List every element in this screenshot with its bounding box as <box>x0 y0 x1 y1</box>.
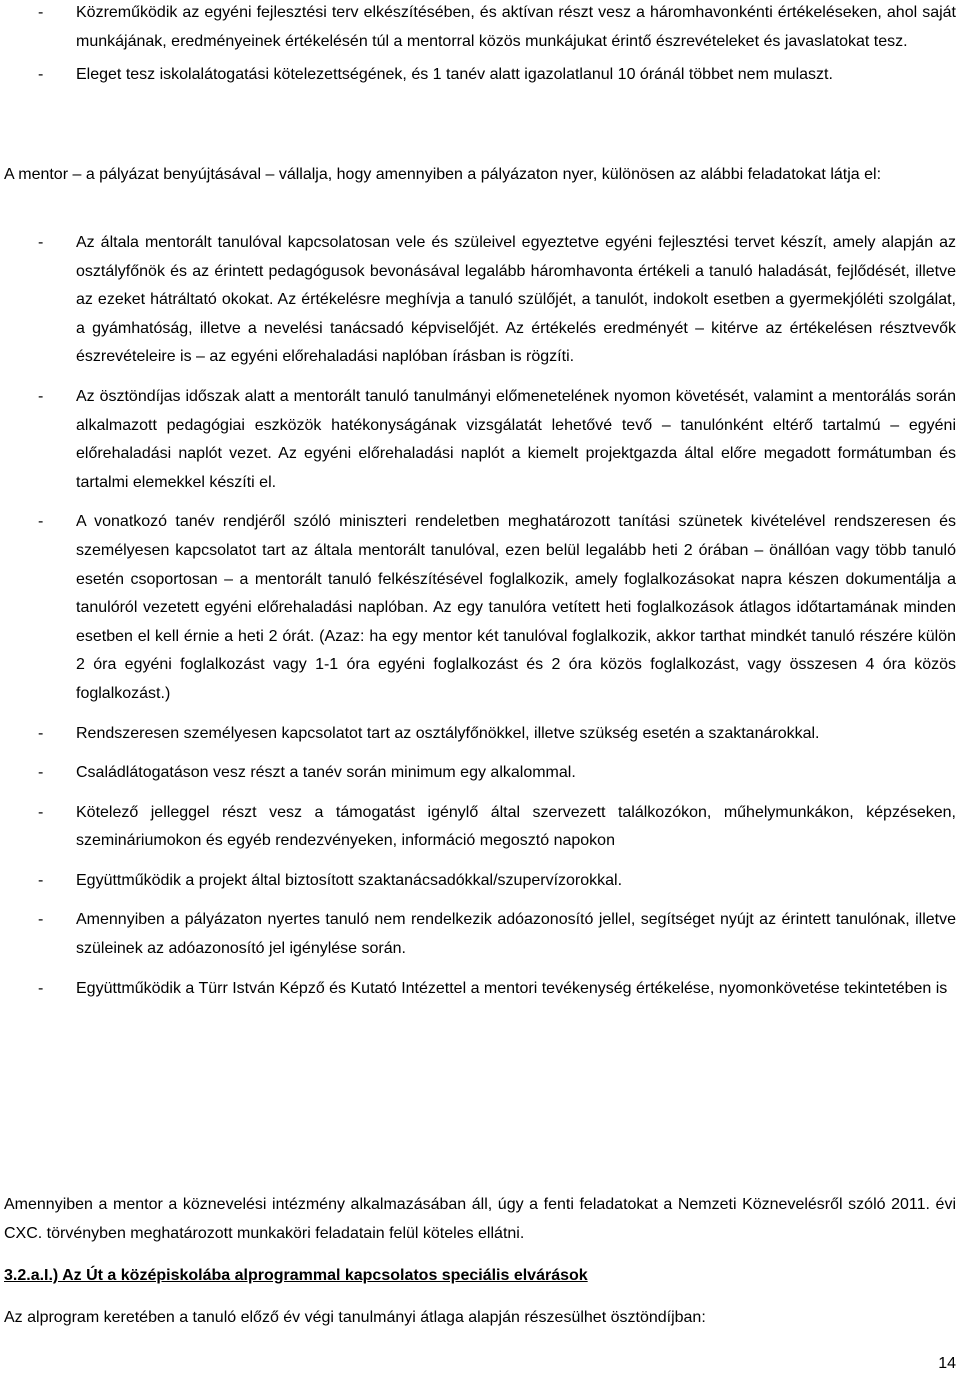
list-item <box>0 508 960 708</box>
section-text: Az alprogram keretében a tanuló előző év végi tanulmányi átlaga alapján részesülhet ösztöndíjban: <box>4 1309 706 1326</box>
bullet-dash: - <box>38 513 44 531</box>
bullet-dash: - <box>38 724 44 742</box>
list-item <box>0 759 960 788</box>
bullet-dash: - <box>38 387 44 405</box>
closing-paragraph: Amennyiben a mentor a köznevelési intézmény alkalmazásában áll, úgy a fenti feladatokat a Nemzeti Köznevelésről szóló 2011. évi CXC. törvényben meghatározott munkaköri feladatain felül köteles ellátni. <box>4 1196 956 1242</box>
list-item-text: Rendszeresen személyesen kapcsolatot tart az osztályfőnökkel, illetve szükség esetén a szaktanárokkal. <box>76 724 820 742</box>
mentor-duties-list <box>0 229 960 1003</box>
bullet-dash: - <box>38 911 44 929</box>
list-item <box>0 61 960 90</box>
student-obligations-list <box>0 0 960 90</box>
list-item-text: Együttműködik a Türr István Képző és Kutató Intézettel a mentori tevékenység értékelése, nyomonkövetése tekintetében is <box>76 979 948 997</box>
section-heading: 3.2.a.I.) Az Út a középiskolába alprogrammal kapcsolatos speciális elvárások <box>4 1267 588 1284</box>
mentor-intro-paragraph: A mentor – a pályázat benyújtásával – vállalja, hogy amennyiben a pályázaton nyer, különösen az alábbi feladatokat látja el: <box>4 166 882 183</box>
list-item-text: Kötelező jelleggel részt vesz a támogatást igénylő által szervezett találkozókon, műhelymunkákon, képzéseken, szemináriumokon és egyéb rendezvényeken, információ megosztó napokon <box>76 803 956 850</box>
list-item-text: Közreműködik az egyéni fejlesztési terv elkészítésében, és aktívan részt vesz a háromhavonkénti értékeléseken, ahol saját munkájának, eredményeinek értékelésén túl a mentorral közös munkájukat érintő észrevételeket és javaslatokat tesz. <box>76 4 956 50</box>
list-item <box>0 720 960 749</box>
list-item <box>0 867 960 896</box>
list-item-text: Együttműködik a projekt által biztosított szaktanácsadókkal/szupervízorokkal. <box>76 871 623 889</box>
list-item-text: Az ösztöndíjas időszak alatt a mentorált tanuló tanulmányi előmenetelének nyomon követését, valamint a mentorálás során alkalmazott pedagógiai eszközök hatékonyságának vizsgálatát lehetővé tevő – tanulónként eltérő tartalmú – egyéni előrehaladási naplót vezet. Az egyéni előrehaladási naplót a kiemelt projektgazda által előre megadott formátumban és tartalmi elemekkel készíti el. <box>76 387 956 491</box>
bullet-dash: - <box>38 66 44 84</box>
list-item-text: Az általa mentorált tanulóval kapcsolatosan vele és szüleivel egyeztetve egyéni fejlesztési tervet készít, amely alapján az osztályfőnök és az érintett pedagógusok bevonásával legalább háromhavonta értékeli a tanuló haladását, fejlődését, illetve az ezeket hátráltató okokat. Az értékelésre meghívja a tanuló szülőjét, a tanulót, indokolt esetben a gyermekjóléti szolgálat, a gyámhatóság, illetve a nevelési tanácsadó képviselőjét. Az értékelés eredményét – kitérve az értékelésen résztvevők észrevételeire is – az egyéni előrehaladási naplóban írásban is rögzíti. <box>76 234 956 366</box>
list-item <box>0 0 960 56</box>
bullet-dash: - <box>38 803 44 821</box>
list-item-text: Amennyiben a pályázaton nyertes tanuló nem rendelkezik adóazonosító jellel, segítséget nyújt az érintett tanulónak, illetve szüleinek az adóazonosító jel igénylése során. <box>76 911 956 958</box>
list-item <box>0 975 960 1004</box>
list-item <box>0 799 960 856</box>
list-item <box>0 906 960 963</box>
list-item-text: A vonatkozó tanév rendjéről szóló miniszteri rendeletben meghatározott tanítási szünetek kivételével rendszeresen és személyesen kapcsolatot tart az általa mentorált tanulóval, ezen belül legalább heti 2 órában – önállóan vagy több tanuló esetén csoportosan – a mentorált tanuló felkészítésével foglalkozik, amely foglalkozásokat napra készen dokumentálja a tanulóról vezetett egyéni előrehaladási naplóban. Az egy tanulóra vetített heti foglalkozások átlagos időtartamának minden esetben el kell érnie a heti 2 órát. (Azaz: ha egy mentor két tanulóval foglalkozik, akkor tarthat mindkét tanuló részére külön 2 óra egyéni foglalkozást vagy 1-1 óra egyéni foglalkozást és 2 óra közös foglalkozást, vagy összesen 4 óra közös foglalkozást.) <box>76 513 956 702</box>
page-number: 14 <box>938 1355 956 1372</box>
list-item <box>0 229 960 372</box>
bullet-dash: - <box>38 871 44 889</box>
bullet-dash: - <box>38 979 44 997</box>
list-item <box>0 383 960 497</box>
list-item-text: Eleget tesz iskolalátogatási kötelezettségének, és 1 tanév alatt igazolatlanul 10 óránál többet nem mulaszt. <box>76 66 833 84</box>
bullet-dash: - <box>38 4 44 21</box>
bullet-dash: - <box>38 234 44 251</box>
bullet-dash: - <box>38 764 44 782</box>
list-item-text: Családlátogatáson vesz részt a tanév során minimum egy alkalommal. <box>76 764 576 782</box>
